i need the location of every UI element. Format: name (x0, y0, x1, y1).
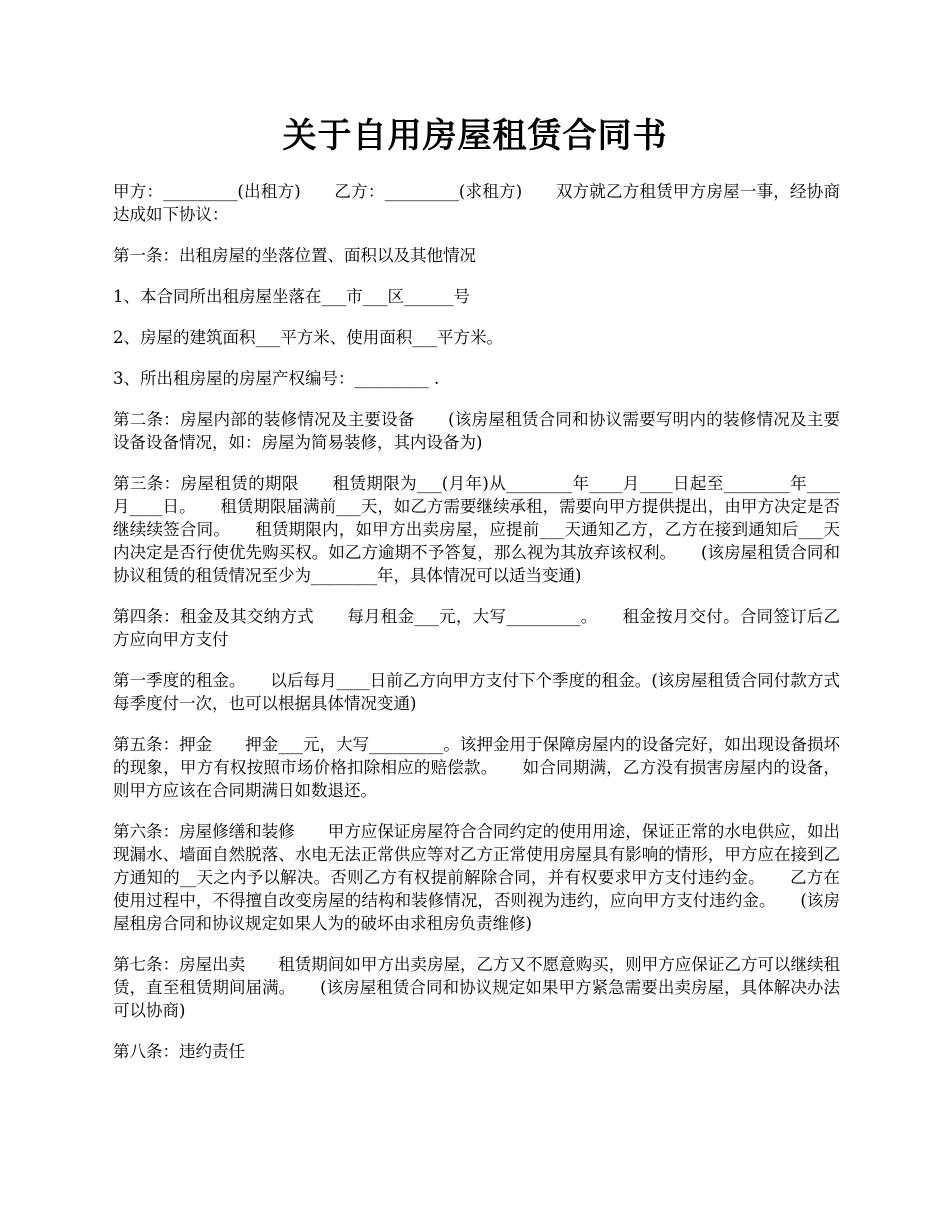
document-title: 关于自用房屋租赁合同书 (282, 116, 668, 156)
paragraph-article-7: 第七条：房屋出卖 租赁期间如甲方出卖房屋，乙方又不愿意购买，则甲方应保证乙方可以继续租赁，直至租赁期间届满。 (该房屋租赁合同和协议规定如果甲方紧急需要出卖房屋，具体解决办法可以协商) (113, 955, 840, 1020)
paragraph-article-4-continued: 第一季度的租金。 以后每月____日前乙方向甲方支付下个季度的租金。(该房屋租赁合同付款方式每季度付一次，也可以根据具体情况变通) (113, 671, 840, 713)
paragraph-article-8-heading: 第八条：违约责任 (113, 1042, 245, 1061)
paragraph-article-1-item-3: 3、所出租房屋的房屋产权编号：_________ . (113, 369, 440, 388)
paragraph-article-1-heading: 第一条：出租房屋的坐落位置、面积以及其他情况 (113, 246, 476, 265)
paragraph-article-6: 第六条：房屋修缮和装修 甲方应保证房屋符合合同约定的使用用途，保证正常的水电供应，如出现漏水、墙面自然脱落、水电无法正常供应等对乙方正常使用房屋具有影响的情形，甲方应在接到乙方通知的__天之内予以解决。否则乙方有权提前解除合同，并有权要求甲方支付违约金。 乙方在使用过程中，不得擅自改变房屋的结构和装修情况，否则视为违约，应向甲方支付违约金。 (该房屋租房合同和协议规定如果人为的破坏由求租房负责维修) (113, 822, 840, 933)
paragraph-article-2: 第二条：房屋内部的装修情况及主要设备 (该房屋租赁合同和协议需要写明内的装修情况及主要设备设备情况，如：房屋为简易装修，其内设备为) (113, 410, 840, 452)
paragraph-article-1-item-1: 1、本合同所出租房屋坐落在___市___区______号 (113, 287, 470, 306)
paragraph-article-5: 第五条：押金 押金___元，大写_________。该押金用于保障房屋内的设备完好，如出现设备损坏的现象，甲方有权按照市场价格扣除相应的赔偿款。 如合同期满，乙方没有损害房屋内的设备，则甲方应该在合同期满日如数退还。 (113, 735, 840, 800)
paragraph-parties: 甲方：_________(出租方) 乙方：_________(求租方) 双方就乙方租赁甲方房屋一事，经协商达成如下协议： (113, 182, 840, 224)
document-body (113, 180, 840, 1081)
paragraph-article-4: 第四条：租金及其交纳方式 每月租金___元，大写_________。 租金按月交付。合同签订后乙方应向甲方支付 (113, 607, 840, 649)
paragraph-article-3: 第三条：房屋租赁的期限 租赁期限为___(月年)从________年____月____日起至________年____月____日。 租赁期限届满前___天，如乙方需要继续承租，需要向甲方提供提出，由甲方决定是否继续续签合同。 租赁期限内，如甲方出卖房屋，应提前___天通知乙方，乙方在接到通知后___天内决定是否行使优先购买权。如乙方逾期不予答复，那么视为其放弃该权利。 (该房屋租赁合同和协议租赁的租赁情况至少为________年，具体情况可以适当变通) (113, 474, 840, 585)
paragraph-article-1-item-2: 2、房屋的建筑面积___平方米、使用面积___平方米。 (113, 328, 503, 347)
